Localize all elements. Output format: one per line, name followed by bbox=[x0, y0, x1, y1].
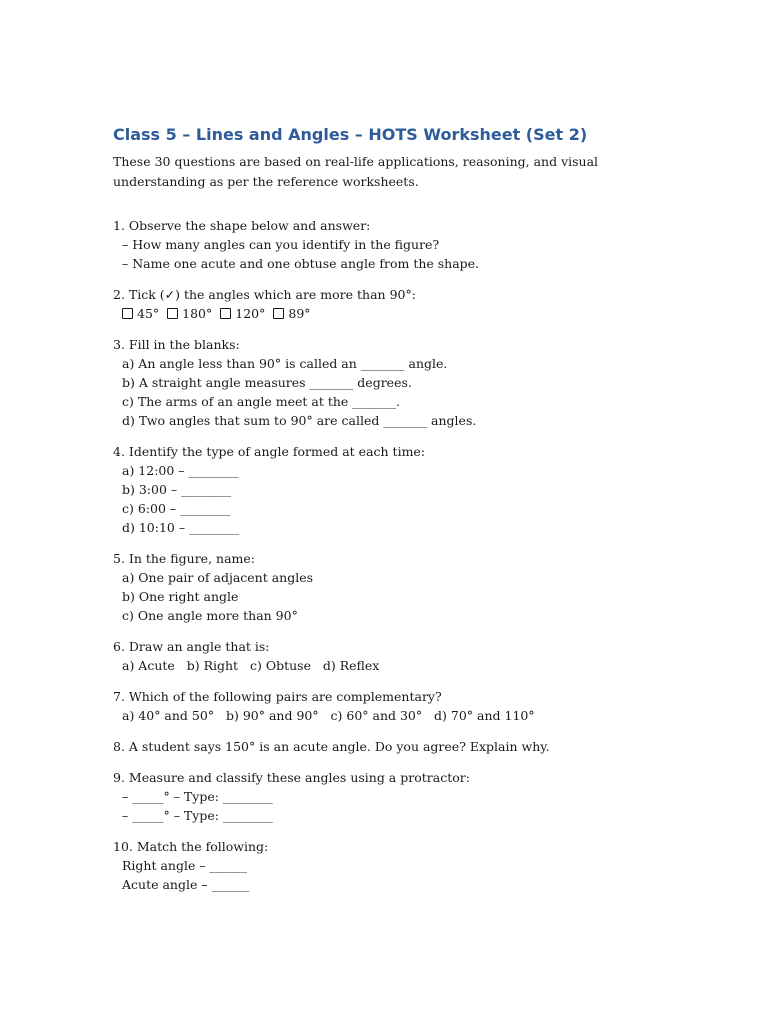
worksheet-intro: These 30 questions are based on real-life applications, reasoning, and visual understanding as per the reference worksheets. bbox=[113, 154, 599, 189]
question-subline: Right angle – ______ bbox=[122, 858, 248, 873]
checkbox-icon[interactable] bbox=[220, 308, 231, 319]
question-text: 2. Tick (✓) the angles which are more than 90°: bbox=[113, 287, 416, 302]
question-subline: – Name one acute and one obtuse angle from the shape. bbox=[122, 256, 480, 271]
checkbox-icon[interactable] bbox=[167, 308, 178, 319]
question-5 bbox=[113, 549, 673, 625]
question-subline: c) One angle more than 90° bbox=[122, 608, 298, 623]
option-label: 180° bbox=[182, 306, 213, 321]
question-6 bbox=[113, 637, 673, 675]
question-subline: d) Two angles that sum to 90° are called _______ angles. bbox=[122, 413, 477, 428]
question-4 bbox=[113, 442, 673, 537]
question-subline: b) A straight angle measures _______ degrees. bbox=[122, 375, 412, 390]
question-10 bbox=[113, 837, 673, 894]
option-180[interactable] bbox=[167, 306, 212, 321]
question-text: 6. Draw an angle that is: bbox=[113, 639, 270, 654]
option-row bbox=[113, 304, 673, 323]
question-8 bbox=[113, 737, 673, 756]
question-7 bbox=[113, 687, 673, 725]
question-text: 10. Match the following: bbox=[113, 839, 269, 854]
option-120[interactable] bbox=[220, 306, 265, 321]
question-subline: c) The arms of an angle meet at the _______. bbox=[122, 394, 401, 409]
question-subline: b) 3:00 – ________ bbox=[122, 482, 232, 497]
question-text: 8. A student says 150° is an acute angle. Do you agree? Explain why. bbox=[113, 739, 550, 754]
worksheet-title: Class 5 – Lines and Angles – HOTS Worksheet (Set 2) bbox=[113, 125, 588, 144]
question-text: 5. In the figure, name: bbox=[113, 551, 255, 566]
question-subline: d) 10:10 – ________ bbox=[122, 520, 240, 535]
question-text: 4. Identify the type of angle formed at each time: bbox=[113, 444, 426, 459]
question-1 bbox=[113, 216, 673, 273]
option-label: 89° bbox=[288, 306, 311, 321]
question-subline: – _____° – Type: ________ bbox=[122, 808, 273, 823]
option-45[interactable] bbox=[122, 306, 159, 321]
question-subline: c) 6:00 – ________ bbox=[122, 501, 231, 516]
question-text: 9. Measure and classify these angles using a protractor: bbox=[113, 770, 470, 785]
question-subline: – _____° – Type: ________ bbox=[122, 789, 273, 804]
question-subline: Acute angle – ______ bbox=[122, 877, 250, 892]
checkbox-icon[interactable] bbox=[122, 308, 133, 319]
option-label: 45° bbox=[137, 306, 160, 321]
question-subline: a) 40° and 50° b) 90° and 90° c) 60° and 30° d) 70° and 110° bbox=[122, 708, 535, 723]
option-label: 120° bbox=[235, 306, 266, 321]
question-3 bbox=[113, 335, 673, 430]
question-2 bbox=[113, 285, 673, 323]
question-9 bbox=[113, 768, 673, 825]
question-subline: b) One right angle bbox=[122, 589, 239, 604]
question-subline: a) An angle less than 90° is called an _______ angle. bbox=[122, 356, 448, 371]
question-subline: a) Acute b) Right c) Obtuse d) Reflex bbox=[122, 658, 380, 673]
question-subline: – How many angles can you identify in the figure? bbox=[122, 237, 440, 252]
question-text: 3. Fill in the blanks: bbox=[113, 337, 240, 352]
question-text: 7. Which of the following pairs are complementary? bbox=[113, 689, 442, 704]
checkbox-icon[interactable] bbox=[273, 308, 284, 319]
option-89[interactable] bbox=[273, 306, 310, 321]
question-text: 1. Observe the shape below and answer: bbox=[113, 218, 371, 233]
worksheet-page bbox=[113, 124, 673, 906]
question-subline: a) One pair of adjacent angles bbox=[122, 570, 314, 585]
question-subline: a) 12:00 – ________ bbox=[122, 463, 239, 478]
